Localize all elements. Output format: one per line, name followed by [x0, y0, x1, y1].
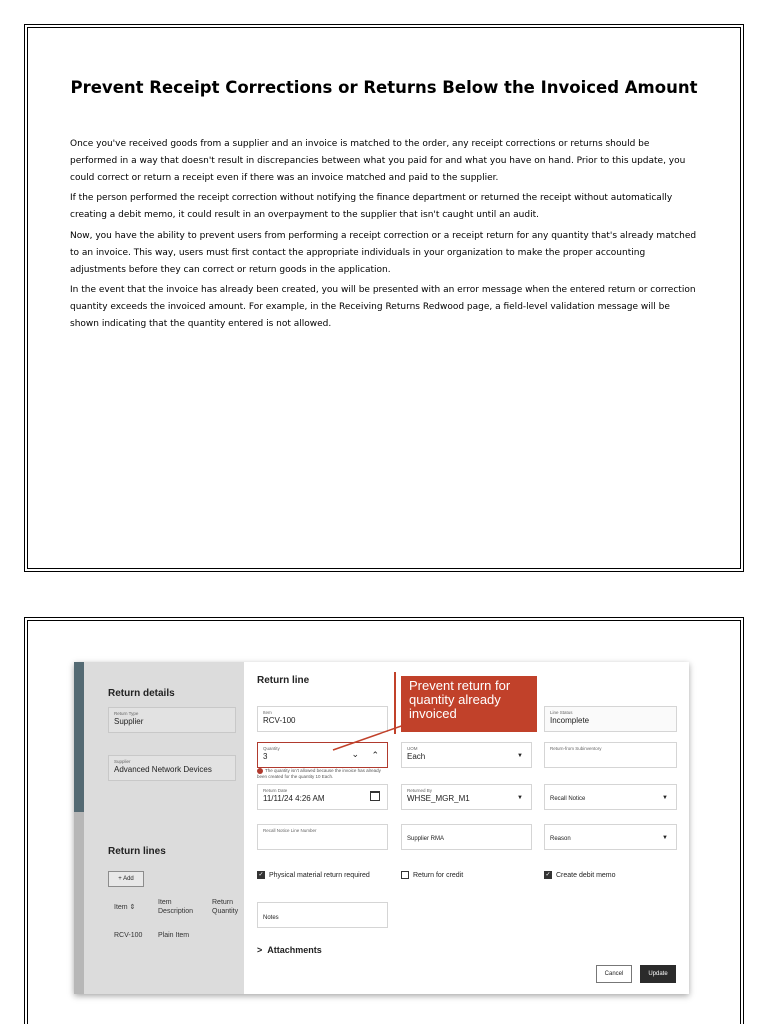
add-line-button[interactable]: + Add: [108, 871, 144, 887]
update-button[interactable]: Update: [640, 965, 676, 983]
return-date-field[interactable]: [257, 784, 388, 810]
uom-label: UOM: [407, 746, 418, 751]
quantity-error: [257, 768, 392, 780]
physical-return-label: Physical material return required: [269, 872, 370, 879]
check-icon: ✓: [258, 872, 264, 879]
returned-by-value: WHSE_MGR_M1: [407, 794, 470, 803]
attachments-label: Attachments: [267, 945, 322, 955]
supplier-rma-placeholder: Supplier RMA: [407, 836, 445, 842]
supplier-field: [108, 755, 236, 781]
reason-select[interactable]: [544, 824, 677, 850]
supplier-rma-field[interactable]: [401, 824, 532, 850]
recall-notice-line-field[interactable]: [257, 824, 388, 850]
return-from-subinventory-field[interactable]: [544, 742, 677, 768]
caret-down-icon: ▼: [662, 795, 668, 801]
return-date-value: 11/11/24 4:26 AM: [263, 794, 325, 803]
line-status-label: Line Status: [550, 710, 573, 715]
create-debit-memo-checkbox[interactable]: [544, 871, 616, 881]
uom-select[interactable]: [401, 742, 532, 768]
column-header-item[interactable]: Item ⇕: [114, 904, 136, 911]
line-status-field: [544, 706, 677, 732]
supplier-label: Supplier: [114, 759, 131, 764]
sidebar-strip-accent: [74, 662, 84, 812]
column-header-description: Item Description: [158, 899, 194, 915]
return-for-credit-label: Return for credit: [413, 872, 464, 879]
caret-down-icon: ▼: [517, 753, 523, 759]
row-description: Plain Item: [158, 932, 190, 939]
caret-down-icon: ▼: [662, 835, 668, 841]
recall-notice-select[interactable]: [544, 784, 677, 810]
caret-down-icon: ▼: [517, 795, 523, 801]
returned-by-select[interactable]: [401, 784, 532, 810]
return-sidebar: [74, 662, 244, 994]
slide-text: [24, 24, 744, 572]
chevron-right-icon: >: [257, 945, 263, 955]
quantity-label: Quantity: [263, 746, 280, 751]
notes-placeholder: Notes: [263, 915, 279, 921]
callout-box: Prevent return for quantity already invoiced: [401, 676, 537, 732]
paragraph: In the event that the invoice has already been created, you will be presented with an error message when the entered return or correction quantity exceeds the invoiced amount. For example, in the Receiving Returns Redwood page, a field-level validation message will be shown indicating that the quantity entered is not allowed.: [70, 285, 696, 329]
column-header-quantity: Return Quantity: [212, 899, 239, 915]
row-item[interactable]: RCV-100: [114, 932, 143, 939]
returned-by-label: Returned By: [407, 788, 433, 793]
paragraph: Once you've received goods from a supplier and an invoice is matched to the order, any receipt corrections or returns should be performed in a way that doesn't result in discrepancies between what you paid for and what you have on hand. Prior to this update, you could correct or return a receipt even if there was an invoice matched and paid to the supplier.: [70, 139, 686, 183]
return-type-value: Supplier: [114, 717, 144, 726]
slide-screenshot: [24, 617, 744, 1024]
attachments-toggle[interactable]: [257, 945, 322, 955]
item-label: Item: [263, 710, 272, 715]
return-for-credit-checkbox[interactable]: [401, 871, 463, 881]
create-debit-memo-label: Create debit memo: [556, 872, 616, 879]
paragraph: Now, you have the ability to prevent users from performing a receipt correction or a receipt return for any quantity that's already matched to an invoice. This way, users must first contact the appropriate individuals in your organization to make the proper accounting adjustments before they can correct or return goods in the application.: [70, 230, 697, 275]
return-line-screenshot: [74, 662, 689, 994]
item-value: RCV-100: [263, 716, 296, 725]
reason-placeholder: Reason: [550, 836, 571, 842]
line-status-value: Incomplete: [550, 716, 590, 725]
notes-field[interactable]: [257, 902, 388, 928]
uom-value: Each: [407, 752, 426, 761]
return-from-subinventory-label: Return-from Subinventory: [550, 746, 602, 751]
chevron-up-icon[interactable]: ⌃: [371, 750, 379, 760]
paragraph: If the person performed the receipt correction without notifying the finance department or returned the receipt without automatically creating a debit memo, it could result in an overpayment to the supplier that isn't caught until an audit.: [70, 193, 673, 221]
supplier-value: Advanced Network Devices: [114, 765, 212, 774]
recall-notice-placeholder: Recall Notice: [550, 796, 586, 802]
calendar-icon[interactable]: [370, 791, 380, 801]
return-type-label: Return Type: [114, 711, 139, 716]
physical-return-checkbox[interactable]: [257, 871, 370, 881]
return-type-field: [108, 707, 236, 733]
cancel-button[interactable]: Cancel: [596, 965, 632, 983]
slide-title: Prevent Receipt Corrections or Returns Below the Invoiced Amount: [70, 78, 698, 97]
chevron-down-icon[interactable]: ⌄: [351, 749, 359, 759]
recall-notice-line-label: Recall Notice Line Number: [263, 828, 317, 833]
error-icon: [257, 768, 263, 774]
return-line-heading: Return line: [257, 675, 310, 686]
quantity-value: 3: [263, 752, 268, 761]
quantity-error-text: The quantity isn't allowed because the invoice has already been created for the quantity 10 Each.: [257, 768, 381, 780]
checkbox-empty-icon: [401, 871, 409, 879]
return-lines-heading: Return lines: [108, 846, 166, 857]
check-icon: ✓: [545, 872, 551, 879]
slide-body: [70, 136, 698, 337]
return-details-heading: Return details: [108, 688, 175, 699]
return-date-label: Return Date: [263, 788, 288, 793]
callout-arrow: [329, 722, 409, 754]
